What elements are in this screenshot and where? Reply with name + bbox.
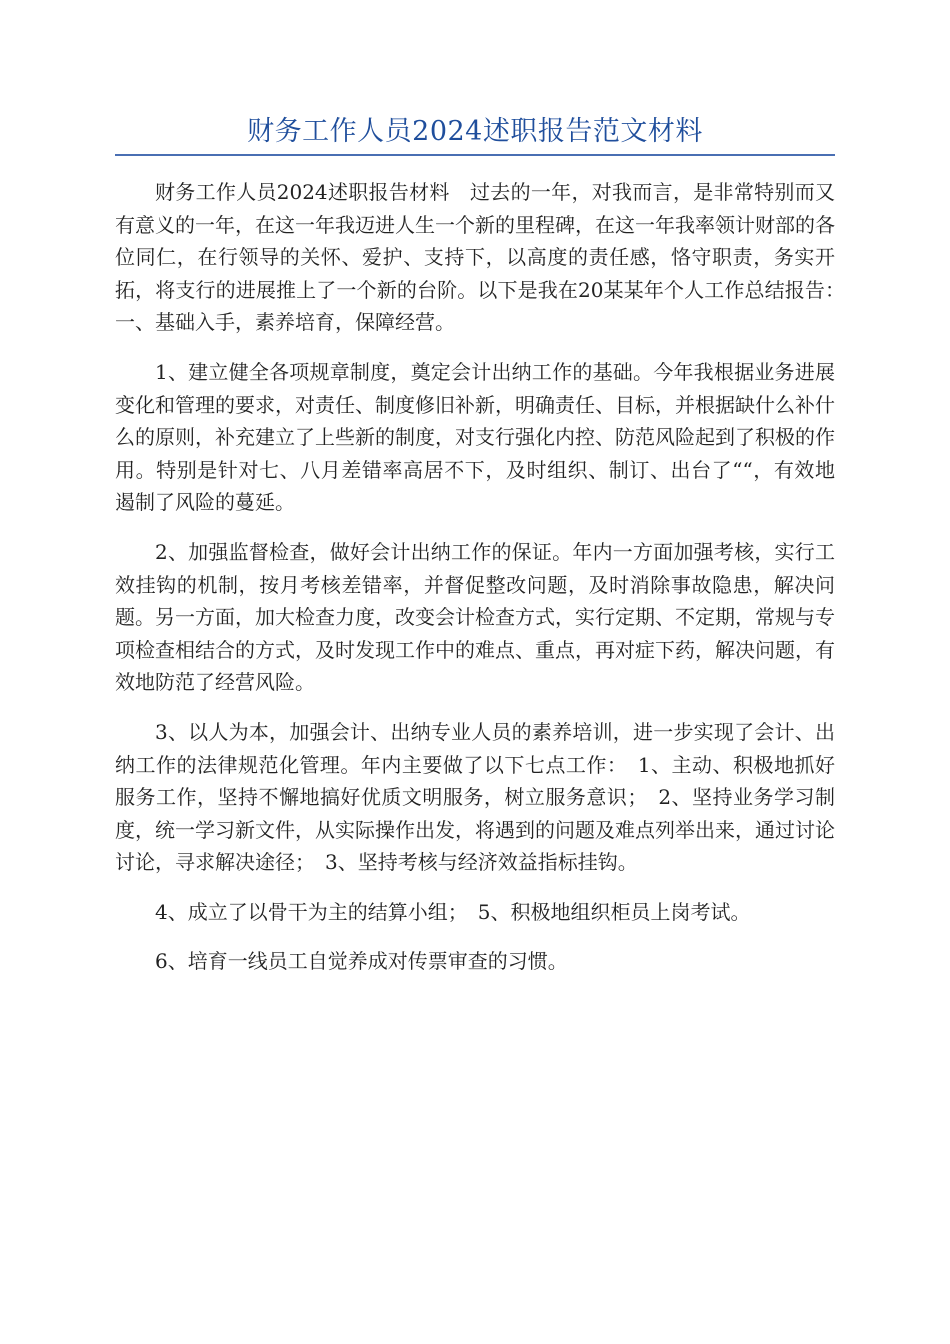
- title-underline: [115, 154, 835, 156]
- document-body: [115, 176, 855, 995]
- paragraph-item-3: 3、以人为本，加强会计、出纳专业人员的素养培训，进一步实现了会计、出纳工作的法律规范化管理。年内主要做了以下七点工作： 1、主动、积极地抓好服务工作，坚持不懈地搞好优质文明服务，树立服务意识； 2、坚持业务学习制度，统一学习新文件，从实际操作出发，将遇到的问题及难点列举出来，通过讨论讨论，寻求解决途径； 3、坚持考核与经济效益指标挂钩。: [115, 719, 835, 875]
- paragraph-item-1: 1、建立健全各项规章制度，奠定会计出纳工作的基础。今年我根据业务进展变化和管理的要求，对责任、制度修旧补新，明确责任、目标，并根据缺什么补什么的原则，补充建立了上些新的制度，对支行强化内控、防范风险起到了积极的作用。特别是针对七、八月差错率高居不下，及时组织、制订、出台了““，有效地遏制了风险的蔓延。: [115, 359, 835, 515]
- paragraph-item-6: 6、培育一线员工自觉养成对传票审查的习惯。: [155, 949, 568, 974]
- paragraph-intro: 财务工作人员2024述职报告材料 过去的一年，对我而言，是非常特别而又有意义的一年，在这一年我迈进人生一个新的里程碑，在这一年我率领计财部的各位同仁，在行领导的关怀、爱护、支持下，以高度的责任感，恪守职责，务实开拓，将支行的进展推上了一个新的台阶。以下是我在20某某年个人工作总结报告： 一、基础入手，素养培育，保障经营。: [115, 180, 855, 335]
- document-title: 财务工作人员2024述职报告范文材料: [247, 116, 703, 147]
- paragraph-item-4-5: 4、成立了以骨干为主的结算小组； 5、积极地组织柜员上岗考试。: [155, 899, 751, 924]
- paragraph-item-2: 2、加强监督检查，做好会计出纳工作的保证。年内一方面加强考核，实行工效挂钩的机制，按月考核差错率，并督促整改问题，及时消除事故隐患，解决问题。另一方面，加大检查力度，改变会计检查方式，实行定期、不定期，常规与专项检查相结合的方式，及时发现工作中的难点、重点，再对症下药，解决问题，有效地防范了经营风险。: [115, 539, 835, 695]
